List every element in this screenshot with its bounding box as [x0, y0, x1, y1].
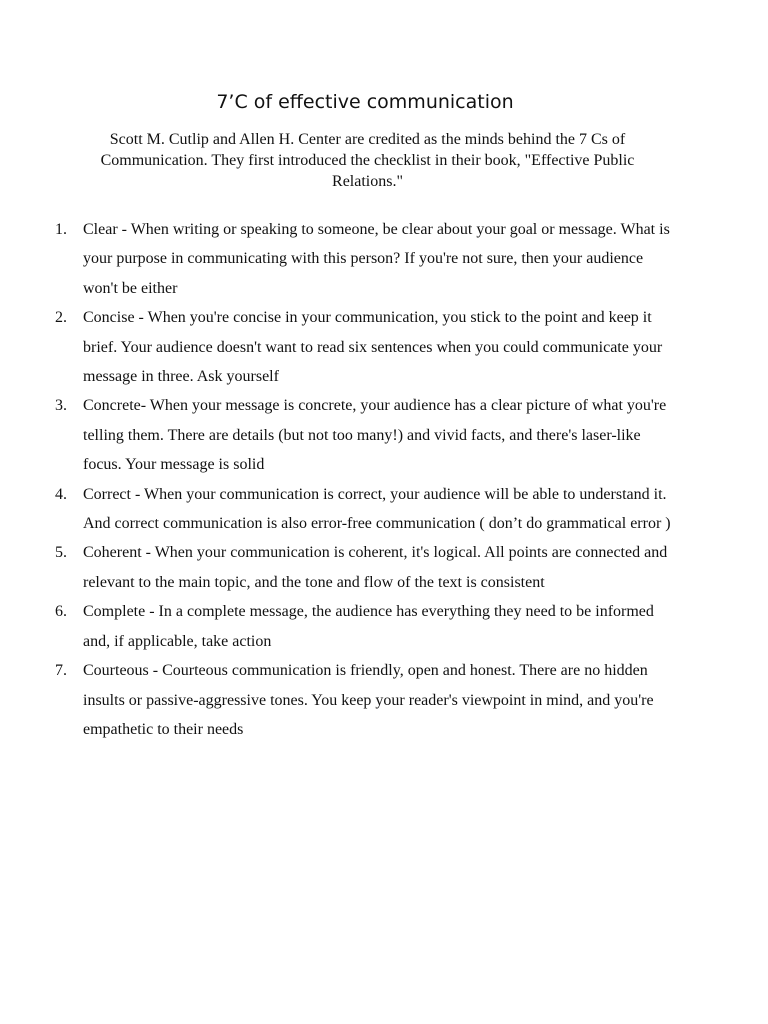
- document-title: 7’C of effective communication: [216, 91, 514, 113]
- list-item-text: Concise - When you're concise in your communication, you stick to the point and keep it brief. Your audience doesn't want to read six sentences when you could communicate your message in three. Ask yourself: [83, 309, 663, 386]
- list-item-number: 6.: [55, 603, 67, 621]
- list-item-number: 7.: [55, 662, 67, 680]
- list-item: [55, 597, 680, 656]
- list-item-text: Concrete- When your message is concrete, your audience has a clear picture of what you're telling them. There are details (but not too many!) and vivid facts, and there's laser-like focus. Your message is solid: [83, 397, 667, 474]
- list-item-text: Coherent - When your communication is coherent, it's logical. All points are connected and relevant to the main topic, and the tone and flow of the text is consistent: [83, 544, 668, 591]
- list-item-text: Correct - When your communication is correct, your audience will be able to understand it. And correct communication is also error-free communication ( don’t do grammatical error ): [83, 485, 671, 533]
- list-item-number: 3.: [55, 397, 67, 415]
- list-item-number: 4.: [55, 485, 67, 503]
- list-item: [55, 656, 680, 744]
- communication-list: [55, 215, 680, 744]
- list-item-text: Courteous - Courteous communication is friendly, open and honest. There are no hidden insults or passive-aggressive tones. You keep your reader's viewpoint in mind, and you're empathetic to their needs: [83, 662, 654, 738]
- list-item: [55, 215, 680, 303]
- list-item-number: 1.: [55, 221, 67, 238]
- list-item: [55, 538, 680, 597]
- list-item-text: Clear - When writing or speaking to someone, be clear about your goal or message. What is your purpose in communicating with this person? If you're not sure, then your audience won't be either: [83, 221, 670, 297]
- list-item: [55, 391, 680, 479]
- intro-paragraph: Scott M. Cutlip and Allen H. Center are credited as the minds behind the 7 Cs of Communication. They first introduced the checklist in their book, "Effective Public Relations.": [100, 131, 635, 190]
- list-item-number: 5.: [55, 544, 67, 562]
- list-item-number: 2.: [55, 309, 67, 327]
- list-item: [55, 303, 680, 391]
- list-item: [55, 480, 680, 539]
- list-item-text: Complete - In a complete message, the audience has everything they need to be informed and, if applicable, take action: [83, 603, 654, 650]
